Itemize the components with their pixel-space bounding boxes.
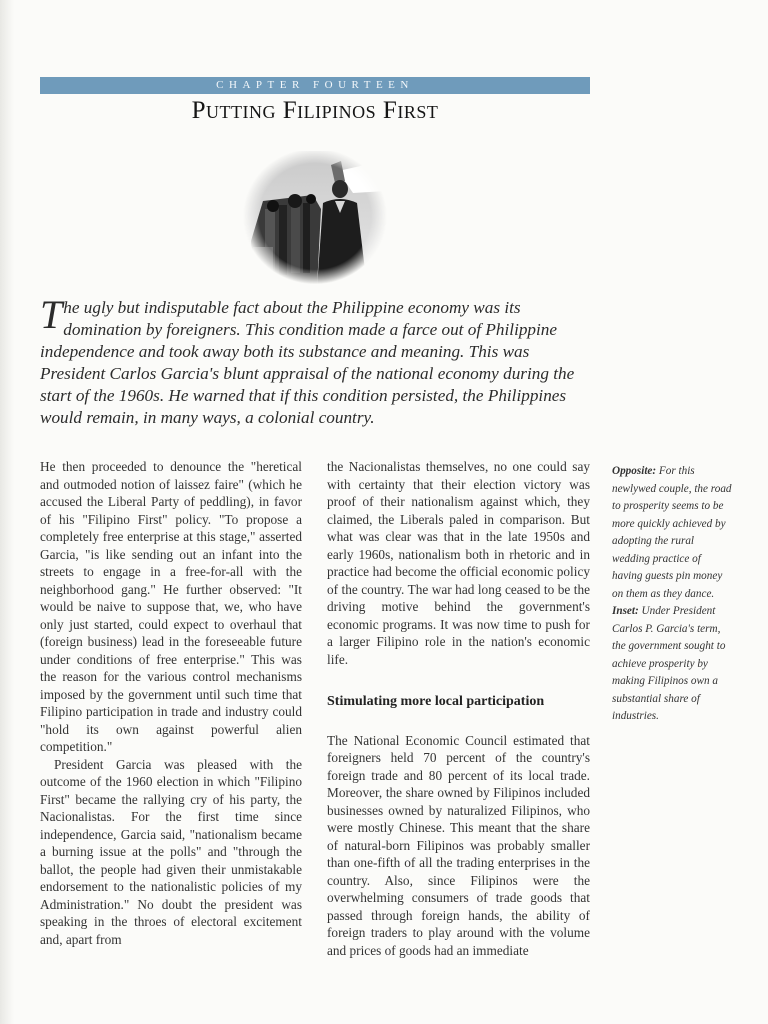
caption-inset-label: Inset: bbox=[612, 605, 639, 617]
column2-paragraph-1: the Nacionalistas themselves, no one could say with certainty that their election victory was proof of their nationalism against which, they claimed, the Liberals paled in comparison. But what was clear was that in the late 1950s and early 1960s, nationalism both in rhetoric and in practice had become the official economic policy of the country. The war had long ceased to be the driving motive behind the government's economic programs. It was now time to push for a larger Filipino role in the nation's economic life. bbox=[327, 459, 590, 667]
page-spine-shadow bbox=[0, 0, 14, 1024]
intro-text: he ugly but indisputable fact about the Philippine economy was its domination by foreigners. This condition made a farce out of Philippine independence and took away both its substance and meaning. This was President Carlos Garcia's blunt appraisal of the national economy during the start of the 1960s. He warned that if this condition persisted, the Philippines would remain, in many ways, a colonial country. bbox=[40, 298, 575, 427]
body-column-1 bbox=[40, 458, 302, 948]
press-conference-photo-icon bbox=[243, 151, 387, 287]
chapter-title: Putting Filipinos First bbox=[191, 97, 439, 124]
caption-opposite-label: Opposite: bbox=[612, 465, 657, 477]
intro-paragraph bbox=[40, 292, 592, 429]
column1-paragraph-2: President Garcia was pleased with the outcome of the 1960 election in which "Filipino First" became the rallying cry of his party, the Nacionalistas. For the first time since independence, Garcia said, "nationalism became a burning issue at the polls" and "through the ballot, the people had given their unmistakable endorsement to the nationalistic policies of my Administration." No doubt the president was speaking in the throes of electoral excitement and, apart from bbox=[40, 756, 302, 947]
body-column-2 bbox=[327, 458, 590, 959]
section-subheading: Stimulating more local participation bbox=[327, 694, 545, 709]
column2-paragraph-2: The National Economic Council estimated that foreigners held 70 percent of the country's foreign trade and 80 percent of its local trade. Moreover, the share owned by Filipinos included businesses owned by naturalized Filipinos, who were mostly Chinese. This meant that the share of natural-born Filipinos was probably smaller than one-fifth of all the trading enterprises in the country. Also, since Filipinos were the overwhelming consumers of trade goods that passed through foreign hands, the ability of foreign traders to play around with the volume and prices of goods had an immediate bbox=[327, 732, 590, 958]
caption-inset-text: Under President Carlos P. Garcia's term, the government sought to achieve prosperity by making Filipinos own a substantial share of industries. bbox=[612, 605, 726, 722]
photo-caption bbox=[612, 463, 732, 726]
column1-paragraph-1: He then proceeded to denounce the "heretical and outmoded notion of laissez faire" (which he accused the Liberal Party of peddling), in favor of his "Filipino First" policy. "To propose a completely free enterprise at this stage," asserted Garcia, "is like sending out an infant into the streets to engage in a free-for-all with the neighborhood gang." He further observed: "It would be naive to suppose that, we, who have only just started, could expect to overhaul that (foreign business) lead in the foreseeable future under conditions of free enterprise." This was the reason for the various control mechanisms imposed by the government until such time that Filipino participation in trade and industry could "hold its own against powerful alien competition." bbox=[40, 459, 302, 754]
drop-cap: T bbox=[40, 292, 63, 337]
chapter-label-bar: CHAPTER FOURTEEN bbox=[40, 77, 590, 94]
caption-opposite-text: For this newlywed couple, the road to prosperity seems to be more quickly achieved by adopting the rural wedding practice of having guests pin money on them as they dance. bbox=[612, 465, 732, 600]
